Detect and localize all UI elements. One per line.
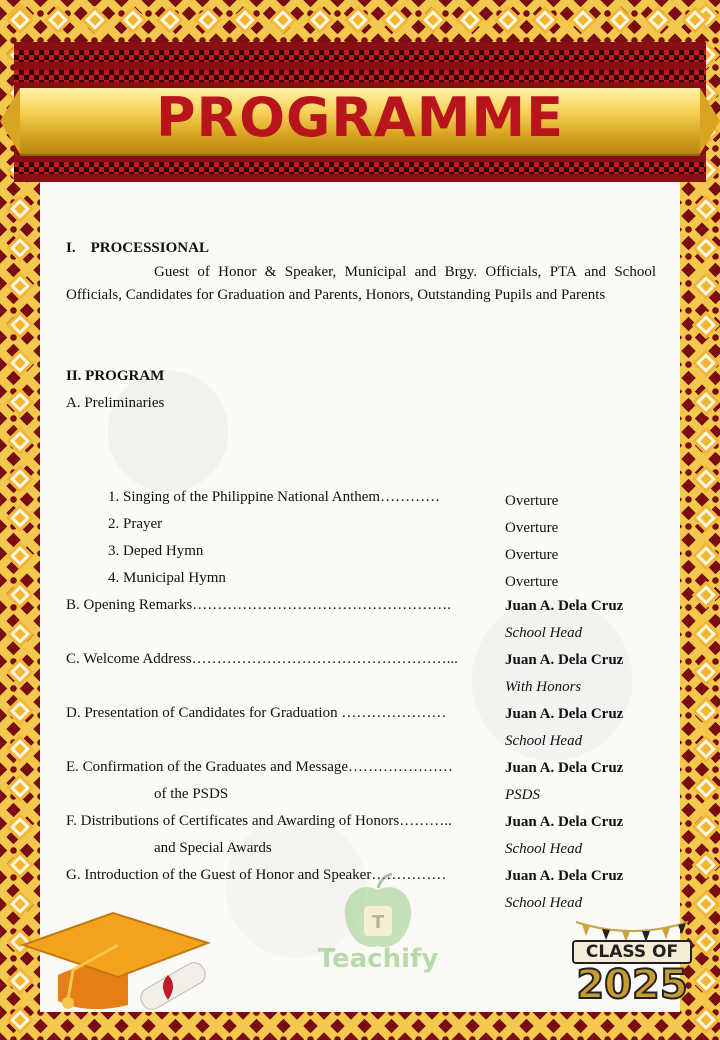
speaker-role: PSDS (505, 787, 540, 803)
diamond-ornament (692, 619, 720, 647)
diamond-ornament (118, 6, 146, 34)
diamond-ornament (531, 6, 559, 34)
program-item-label: C. Welcome Address……………………………………………... (66, 651, 458, 667)
diamond-ornament (493, 6, 521, 34)
speaker-name: Juan A. Dela Cruz (505, 652, 624, 668)
diamond-ornament (6, 195, 34, 223)
diamond-ornament (692, 1005, 720, 1033)
diamond-ornament (692, 735, 720, 763)
speaker-role: School Head (505, 733, 583, 749)
speaker-role: School Head (505, 625, 583, 641)
diamond-ornament (692, 928, 720, 956)
diamond-ornament (6, 774, 34, 802)
diamond-ornament (6, 426, 34, 454)
diamond-ornament (6, 311, 34, 339)
diamond-ornament (418, 6, 446, 34)
diamond-ornament (606, 6, 634, 34)
diamond-ornament (6, 658, 34, 686)
preliminary-item: 2. Prayer (108, 516, 163, 532)
preliminaries-label: A. Preliminaries (66, 395, 165, 411)
preliminary-item-note: Overture (505, 520, 559, 536)
diamond-ornament (643, 6, 671, 34)
preliminary-item: 4. Municipal Hymn (108, 570, 226, 586)
diamond-ornament (306, 6, 334, 34)
diamond-ornament (6, 504, 34, 532)
diamond-ornament (6, 697, 34, 725)
diamond-ornament (43, 6, 71, 34)
program-item-label: G. Introduction of the Guest of Honor and Speaker…………… (66, 867, 447, 883)
program-item-label: D. Presentation of Candidates for Graduation ………………… (66, 705, 447, 721)
diamond-ornament (692, 774, 720, 802)
speaker-name: Juan A. Dela Cruz (505, 814, 624, 830)
speaker-role: School Head (505, 841, 583, 857)
speaker-role: With Honors (505, 679, 582, 695)
preliminary-item-note: Overture (505, 493, 559, 509)
diamond-ornament (6, 272, 34, 300)
diamond-ornament (231, 6, 259, 34)
preliminary-item-note: Overture (505, 574, 559, 590)
program-item-label-cont: and Special Awards (154, 840, 272, 856)
diamond-ornament (456, 6, 484, 34)
program-item-label-cont: of the PSDS (154, 786, 229, 802)
diamond-ornament (6, 581, 34, 609)
diamond-ornament (6, 542, 34, 570)
class-year: 2025 (576, 962, 688, 1008)
program-item-label: E. Confirmation of the Graduates and Message………………… (66, 759, 454, 775)
diamond-ornament (268, 6, 296, 34)
diamond-ornament (568, 6, 596, 34)
diamond-ornament (692, 967, 720, 995)
diamond-ornament (692, 542, 720, 570)
speaker-name: Juan A. Dela Cruz (505, 706, 624, 722)
page-title: PROGRAMME (155, 86, 565, 149)
program-content (66, 240, 656, 911)
diamond-ornament (6, 349, 34, 377)
preliminary-item-note: Overture (505, 547, 559, 563)
diamond-ornament (692, 581, 720, 609)
preliminary-item: 1. Singing of the Philippine National Anthem………… (108, 489, 441, 505)
processional-heading: I. PROCESSIONAL (66, 240, 209, 256)
program-item-label: B. Opening Remarks……………………………………………. (66, 597, 451, 613)
diamond-ornament (156, 6, 184, 34)
program-heading: II. PROGRAM (66, 368, 165, 384)
class-of-badge (572, 918, 692, 1018)
diamond-ornament (681, 6, 709, 34)
diamond-ornament (6, 735, 34, 763)
teachify-logo-text: Teachify (317, 944, 439, 974)
processional-text: Guest of Honor & Speaker, Municipal and Brgy. Officials, PTA and School Officials, Candidates for Graduation and Parents, Honors, Outstanding Pupils and Parents (66, 264, 656, 303)
graduation-cap-icon (18, 905, 218, 1035)
diamond-ornament (692, 465, 720, 493)
diamond-ornament (6, 388, 34, 416)
speaker-name: Juan A. Dela Cruz (505, 868, 624, 884)
svg-text:T: T (371, 912, 385, 933)
diamond-ornament (692, 388, 720, 416)
diamond-ornament (6, 6, 34, 34)
speaker-role: School Head (505, 895, 583, 911)
diamond-ornament (692, 697, 720, 725)
diamond-ornament (692, 890, 720, 918)
diamond-ornament (381, 6, 409, 34)
diamond-ornament (692, 311, 720, 339)
diamond-ornament (6, 851, 34, 879)
diamond-ornament (6, 619, 34, 647)
diamond-ornament (692, 851, 720, 879)
diamond-ornament (343, 6, 371, 34)
speaker-name: Juan A. Dela Cruz (505, 760, 624, 776)
diamond-ornament (692, 233, 720, 261)
diamond-ornament (692, 272, 720, 300)
diamond-ornament (692, 195, 720, 223)
diamond-ornament (6, 233, 34, 261)
diamond-ornament (193, 6, 221, 34)
diamond-ornament (81, 6, 109, 34)
class-of-label: CLASS OF (572, 940, 692, 964)
program-item-label: F. Distributions of Certificates and Awarding of Honors……….. (66, 813, 452, 829)
diamond-ornament (692, 349, 720, 377)
diamond-row-top (0, 0, 720, 40)
speaker-name: Juan A. Dela Cruz (505, 598, 624, 614)
diamond-ornament (6, 812, 34, 840)
diamond-ornament (692, 426, 720, 454)
diamond-ornament (692, 658, 720, 686)
preliminary-item: 3. Deped Hymn (108, 543, 204, 559)
diamond-ornament (692, 504, 720, 532)
diamond-ornament (6, 465, 34, 493)
diamond-ornament (692, 812, 720, 840)
